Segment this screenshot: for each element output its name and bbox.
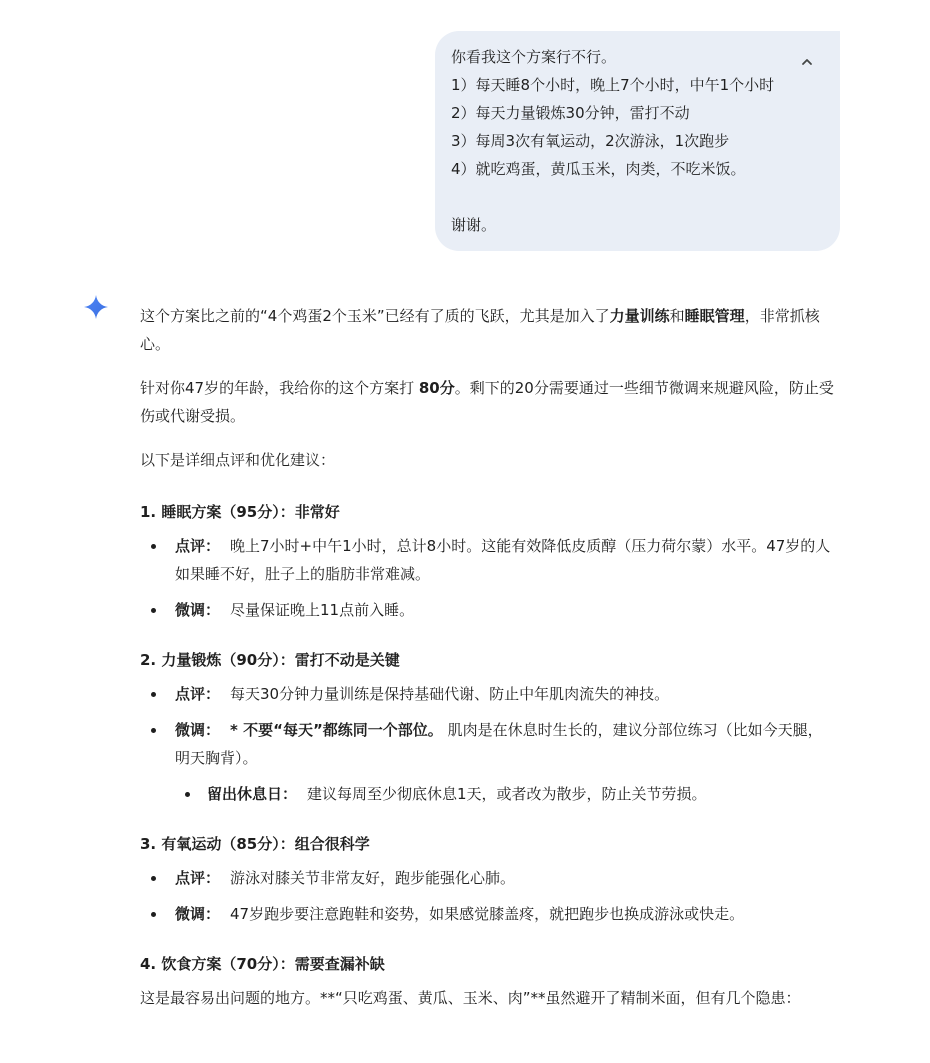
gemini-sparkle-icon — [83, 294, 109, 320]
section-heading: 1. 睡眠方案（95分）：非常好 — [140, 503, 340, 521]
user-message-line: 2）每天力量锻炼30分钟，雷打不动 — [451, 104, 690, 122]
response-paragraph: 针对你47岁的年龄，我给你的这个方案打 80分。剩下的20分需要通过一些细节微调来规避风险，防止受伤或代谢受损。 — [140, 379, 834, 425]
user-message-line: 你看我这个方案行不行。 — [451, 48, 617, 66]
bullet-list — [140, 864, 836, 928]
section-heading: 4. 饮食方案（70分）：需要查漏补缺 — [140, 955, 385, 973]
chevron-up-icon — [798, 53, 816, 71]
response-paragraph: 这个方案比之前的“4个鸡蛋2个玉米”已经有了质的飞跃，尤其是加入了力量训练和睡眠管理，非常抓核心。 — [140, 307, 820, 353]
list-item: 微调： 尽量保证晚上11点前入睡。 — [140, 596, 836, 624]
bullet-list — [140, 532, 836, 624]
user-message-bubble — [435, 31, 840, 251]
nested-bullet-list — [175, 780, 836, 808]
list-item: 点评： 游泳对膝关节非常友好，跑步能强化心肺。 — [140, 864, 836, 892]
section-heading: 3. 有氧运动（85分）：组合很科学 — [140, 835, 370, 853]
list-item: 微调： * 不要“每天”都练同一个部位。 肌肉是在休息时生长的，建议分部位练习（比如今天腿，明天胸背）。 留出休息日： 建议每周至少彻底休息1天，或者改为散步，防止关节劳损。 — [140, 716, 836, 808]
list-item: 微调： 47岁跑步要注意跑鞋和姿势，如果感觉膝盖疼，就把跑步也换成游泳或快走。 — [140, 900, 836, 928]
user-message-closing: 谢谢。 — [451, 216, 497, 234]
response-paragraph: 以下是详细点评和优化建议： — [140, 451, 336, 469]
user-message-line: 4）就吃鸡蛋，黄瓜玉米，肉类，不吃米饭。 — [451, 160, 746, 178]
user-message-line: 3）每周3次有氧运动，2次游泳，1次跑步 — [451, 132, 730, 150]
collapse-message-button[interactable] — [798, 53, 816, 71]
assistant-response — [140, 302, 836, 1028]
response-paragraph: 这是最容易出问题的地方。**“只吃鸡蛋、黄瓜、玉米、肉”**虽然避开了精制米面，但有几个隐患： — [140, 989, 801, 1007]
list-item: 留出休息日： 建议每周至少彻底休息1天，或者改为散步，防止关节劳损。 — [175, 780, 836, 808]
list-item: 点评： 晚上7小时+中午1小时，总计8小时。这能有效降低皮质醇（压力荷尔蒙）水平。47岁的人如果睡不好，肚子上的脂肪非常难减。 — [140, 532, 836, 588]
bullet-list — [140, 680, 836, 808]
list-item: 点评： 每天30分钟力量训练是保持基础代谢、防止中年肌肉流失的神技。 — [140, 680, 836, 708]
user-message-line: 1）每天睡8个小时，晚上7个小时，中午1个小时 — [451, 76, 775, 94]
section-heading: 2. 力量锻炼（90分）：雷打不动是关键 — [140, 651, 400, 669]
